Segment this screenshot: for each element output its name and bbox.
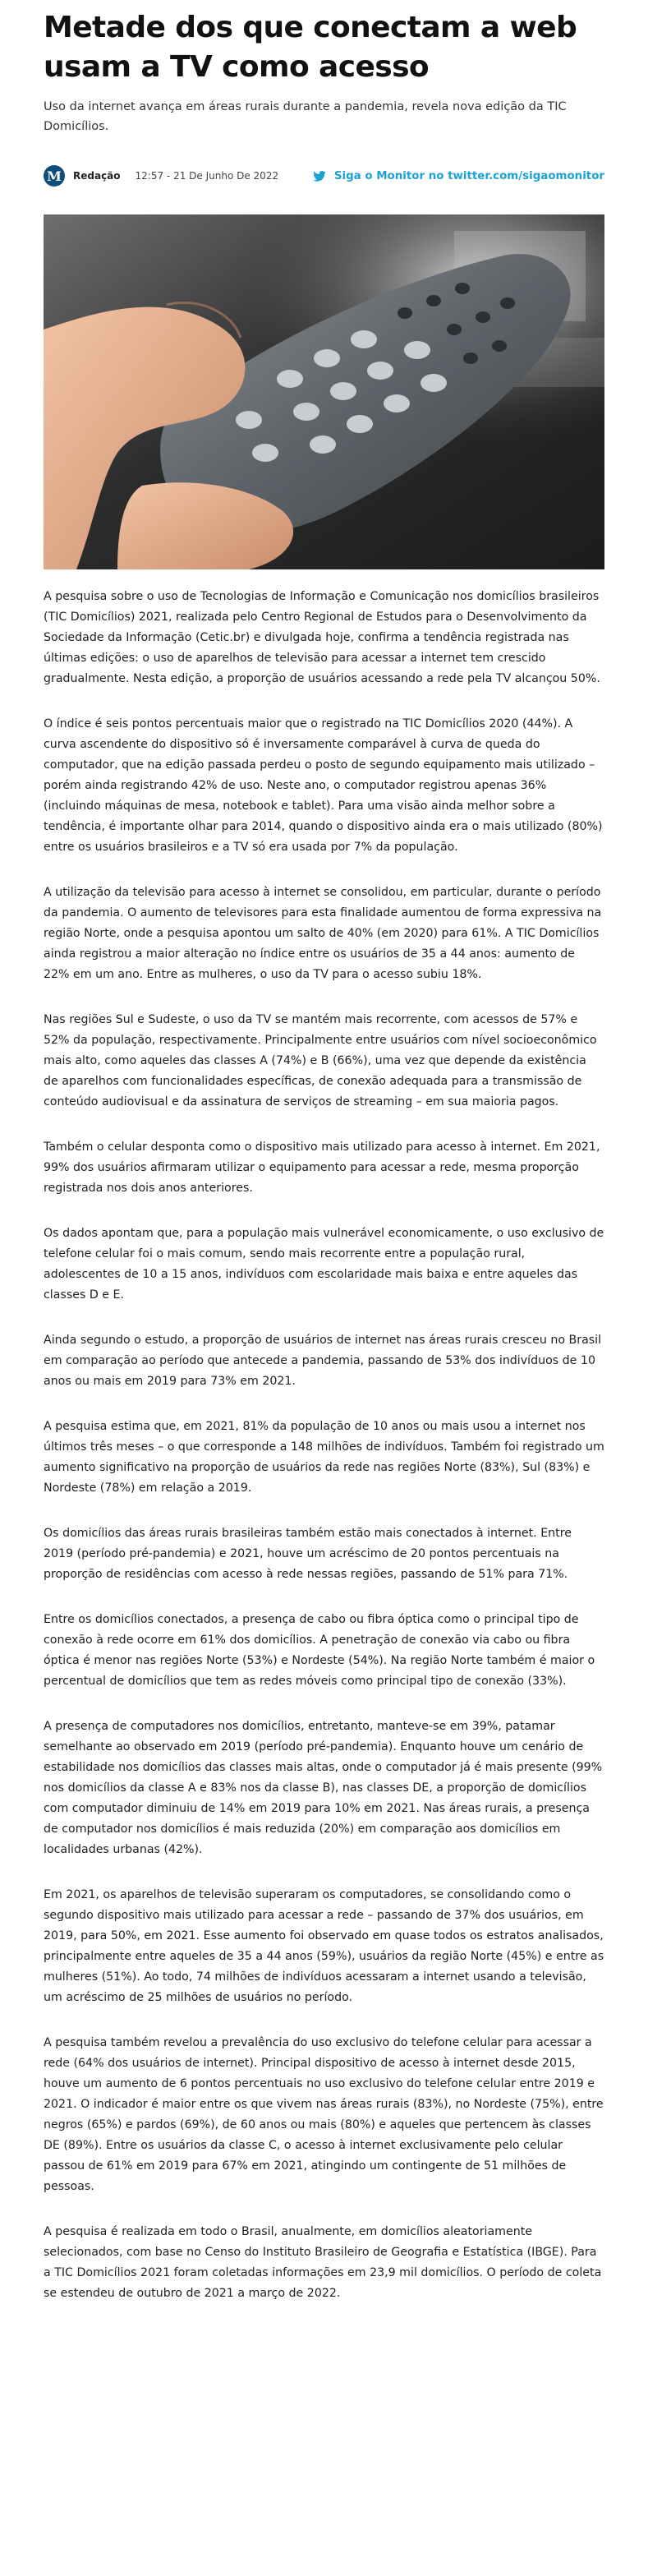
author-logo [44, 165, 65, 187]
tv-remote-photo [44, 214, 604, 569]
publish-date: 12:57 - 21 De Junho De 2022 [135, 170, 279, 182]
twitter-bird-icon [313, 171, 326, 182]
article-title: Metade dos que conectam a web usam a TV como acesso [44, 11, 577, 84]
article-paragraph: Entre os domicílios conectados, a presença de cabo ou fibra óptica como o principal tipo de conexão à rede ocorre em 61% dos domicílios. A penetração de conexão via cabo ou fibra óptica é menor nas regiões Norte (53%) e Nordeste (54%). Na região Norte também é maior o percentual de domicílios que tem as redes móveis como principal tipo de conexão (33%). [44, 1613, 595, 1688]
article-subtitle: Uso da internet avança em áreas rurais durante a pandemia, revela nova edição da TIC Domicílios. [44, 100, 567, 133]
article-paragraph: Ainda segundo o estudo, a proporção de usuários de internet nas áreas rurais cresceu no Brasil em comparação ao período que antecede a pandemia, passando de 53% dos indivíduos de 10 anos ou mais em 2019 para 73% em 2021. [44, 1334, 602, 1388]
article-paragraph: Também o celular desponta como o dispositivo mais utilizado para acesso à internet. Em 2021, 99% dos usuários afirmaram utilizar o equipamento para acessar a rede, mesma proporção registrada nos dois anos anteriores. [44, 1141, 600, 1195]
article-paragraph: Os dados apontam que, para a população mais vulnerável economicamente, o uso exclusivo de telefone celular foi o mais comum, sendo mais recorrente entre a população rural, adolescentes de 10 a 15 anos, indivíduos com escolaridade mais baixa e entre aqueles das classes D e E. [44, 1227, 604, 1302]
article-paragraph: A utilização da televisão para acesso à internet se consolidou, em particular, durante o período da pandemia. O aumento de televisores para esta finalidade aumentou de forma expressiva na região Norte, onde a pesquisa apontou um salto de 40% (em 2020) para 61%. A TIC Domicílios ainda registrou a maior alteração no índice entre os usuários de 35 a 44 anos: aumento de 22% em um ano. Entre as mulheres, o uso da TV para o acesso subiu 18%. [44, 886, 602, 981]
article-paragraph: Os domicílios das áreas rurais brasileiras também estão mais conectados à internet. Entre 2019 (período pré-pandemia) e 2021, houve um acréscimo de 20 pontos percentuais na proporção de residências com acesso à rede nessas regiões, passando de 51% para 71%. [44, 1527, 572, 1581]
article-paragraph: Nas regiões Sul e Sudeste, o uso da TV se mantém mais recorrente, com acessos de 57% e 52% da população, respectivamente. Principalmente entre usuários com nível socioeconômico mais alto, como aqueles das classes A (74%) e B (66%), uma vez que depende da existência de aparelhos com funcionalidades específicas, de conexão adequada para a transmissão de conteúdo audiovisual e da assinatura de serviços de streaming – em sua maioria pagos. [44, 1013, 597, 1108]
article-meta [44, 164, 604, 188]
article-paragraph: O índice é seis pontos percentuais maior que o registrado na TIC Domicílios 2020 (44%). A curva ascendente do dispositivo só é inversamente comparável à curva de queda do computador, que na edição passada perdeu o posto de segundo equipamento mais utilizado – porém ainda registrando 42% de uso. Neste ano, o computador registrou apenas 36% (incluindo máquinas de mesa, notebook e tablet). Para uma visão ainda melhor sobre a tendência, é importante olhar para 2014, quando o dispositivo ainda era o mais utilizado (80%) entre os usuários brasileiros e a TV só era usada por 7% da população. [44, 717, 603, 854]
article-paragraph: A presença de computadores nos domicílios, entretanto, manteve-se em 39%, patamar semelhante ao observado em 2019 (período pré-pandemia). Enquanto houve um cenário de estabilidade nos domicílios das classes mais altas, onde o computador já é mais presente (99% nos domicílios da classe A e 83% nos da classe B), nas classes DE, a proporção de domicílios com computador diminuiu de 14% em 2019 para 10% em 2021. Nas áreas rurais, a presença de computador nos domicílios é mais reduzida (20%) em comparação aos domicílios em localidades urbanas (42%). [44, 1720, 603, 1856]
article-paragraph: A pesquisa sobre o uso de Tecnologias de Informação e Comunicação nos domicílios brasileiros (TIC Domicílios) 2021, realizada pelo Centro Regional de Estudos para o Desenvolvimento da Sociedade da Informação (Cetic.br) e divulgada hoje, confirma a tendência registrada nas últimas edições: o uso de aparelhos de televisão para acessar a internet tem crescido gradualmente. Nesta edição, a proporção de usuários acessando a rede pela TV alcançou 50%. [44, 590, 600, 685]
hero-image [44, 214, 604, 569]
author-logo-letter: M [47, 168, 62, 184]
article-body [44, 587, 604, 2304]
article-paragraph: A pesquisa estima que, em 2021, 81% da população de 10 anos ou mais usou a internet nos últimos três meses – o que corresponde a 148 milhões de indivíduos. Também foi registrado um aumento significativo na proporção de usuários da rede nas regiões Norte (83%), Sul (83%) e Nordeste (78%) em relação a 2019. [44, 1420, 604, 1495]
twitter-follow-label: Siga o Monitor no twitter.com/sigaomonitor [333, 169, 604, 182]
article-paragraph: Em 2021, os aparelhos de televisão superaram os computadores, se consolidando como o segundo dispositivo mais utilizado para acessar a rede – passando de 37% dos usuários, em 2019, para 50%, em 2021. Esse aumento foi observado em quase todos os estratos analisados, principalmente entre aqueles de 35 a 44 anos (59%), usuários da região Norte (45%) e entre as mulheres (51%). Ao todo, 74 milhões de indivíduos acessaram a internet usando a televisão, um acréscimo de 25 milhões de usuários no período. [44, 1888, 604, 2004]
article-paragraph: A pesquisa também revelou a prevalência do uso exclusivo do telefone celular para acessar a rede (64% dos usuários de internet). Principal dispositivo de acesso à internet desde 2015, houve um aumento de 6 pontos percentuais no uso exclusivo do telefone celular entre 2019 e 2021. O indicador é maior entre os que vivem nas áreas rurais (83%), no Nordeste (75%), entre negros (65%) e pardos (69%), de 60 anos ou mais (80%) e aqueles que pertencem às classes DE (89%). Entre os usuários da classe C, o acesso à internet exclusivamente pelo celular passou de 61% em 2019 para 67% em 2021, atingindo um contingente de 51 milhões de pessoas. [44, 2036, 604, 2193]
twitter-follow-link[interactable] [313, 170, 604, 182]
author-name[interactable]: Redação [73, 170, 121, 182]
article-paragraph: A pesquisa é realizada em todo o Brasil, anualmente, em domicílios aleatoriamente selecionados, com base no Censo do Instituto Brasileiro de Geografia e Estatística (IBGE). Para a TIC Domicílios 2021 foram coletadas informações em 23,9 mil domicílios. O período de coleta se estendeu de outubro de 2021 a março de 2022. [44, 2225, 602, 2300]
